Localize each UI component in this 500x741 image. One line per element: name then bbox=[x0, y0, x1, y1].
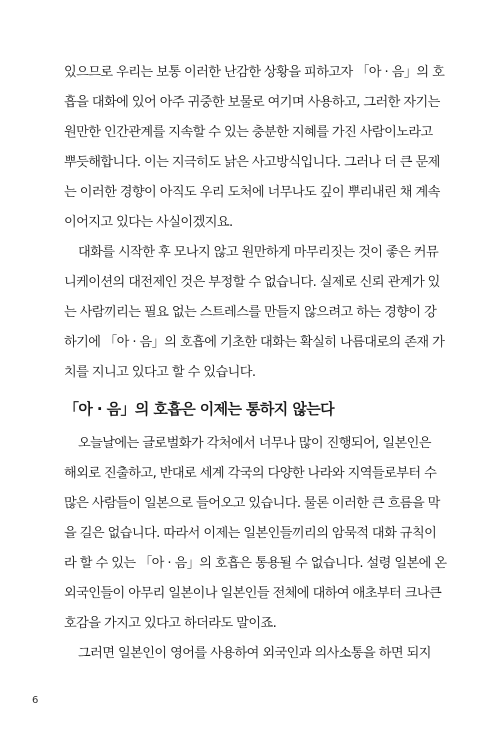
body-text-line: 원만한 인간관계를 지속할 수 있는 충분한 지혜를 가진 사람이노라고 bbox=[64, 125, 433, 140]
body-text-line: 는 이러한 경향이 아직도 우리 도처에 너무나도 깊이 뿌리내린 채 계속 bbox=[64, 185, 440, 200]
body-text-line: 그러면 일본인이 영어를 사용하여 외국인과 의사소통을 하면 되지 bbox=[78, 646, 431, 661]
body-text-line: 는 사람끼리는 필요 없는 스트레스를 만들지 않으려고 하는 경향이 강 bbox=[64, 305, 437, 320]
body-text-line: 호감을 가지고 있다고 하더라도 말이죠. bbox=[64, 616, 277, 631]
body-text-line: 많은 사람들이 일본으로 들어오고 있습니다. 물론 이러한 큰 흐름을 막 bbox=[64, 496, 440, 511]
body-text-line: 오늘날에는 글로벌화가 각처에서 너무나 많이 진행되어, 일본인은 bbox=[78, 436, 431, 451]
body-text-line: 이어지고 있다는 사실이겠지요. bbox=[64, 215, 233, 230]
page-number: 6 bbox=[32, 695, 39, 706]
body-text-line: 뿌듯해합니다. 이는 지극히도 낡은 사고방식입니다. 그러나 더 큰 문제 bbox=[64, 155, 440, 170]
body-text-line: 라 할 수 있는 「아 · 음」의 호흡은 통용될 수 없습니다. 설령 일본에 온 bbox=[64, 556, 447, 571]
body-text-line: 있으므로 우리는 보통 이러한 난감한 상황을 피하고자 「아 · 음」의 호 bbox=[64, 65, 445, 80]
body-text-line: 외국인들이 아무리 일본이나 일본인들 전체에 대하여 애초부터 크나큰 bbox=[64, 586, 442, 601]
body-text-line: 하기에 「아 · 음」의 호흡에 기초한 대화는 확실히 나름대로의 존재 가 bbox=[64, 335, 445, 350]
body-text-line: 니케이션의 대전제인 것은 부정할 수 없습니다. 실제로 신뢰 관계가 있 bbox=[64, 275, 440, 290]
body-text-line: 대화를 시작한 후 모나지 않고 원만하게 마무리짓는 것이 좋은 커뮤 bbox=[78, 245, 439, 260]
body-text-line: 흡을 대화에 있어 아주 귀중한 보물로 여기며 사용하고, 그러한 자기는 bbox=[64, 95, 440, 110]
body-text-line: 해외로 진출하고, 반대로 세계 각국의 다양한 나라와 지역들로부터 수 bbox=[64, 466, 437, 481]
body-text-line: 을 길은 없습니다. 따라서 이제는 일본인들끼리의 암묵적 대화 규칙이 bbox=[64, 526, 437, 541]
section-heading: 「아 · 음」의 호흡은 이제는 통하지 않는다 bbox=[64, 400, 334, 418]
body-text-line: 치를 지니고 있다고 할 수 있습니다. bbox=[64, 365, 256, 380]
